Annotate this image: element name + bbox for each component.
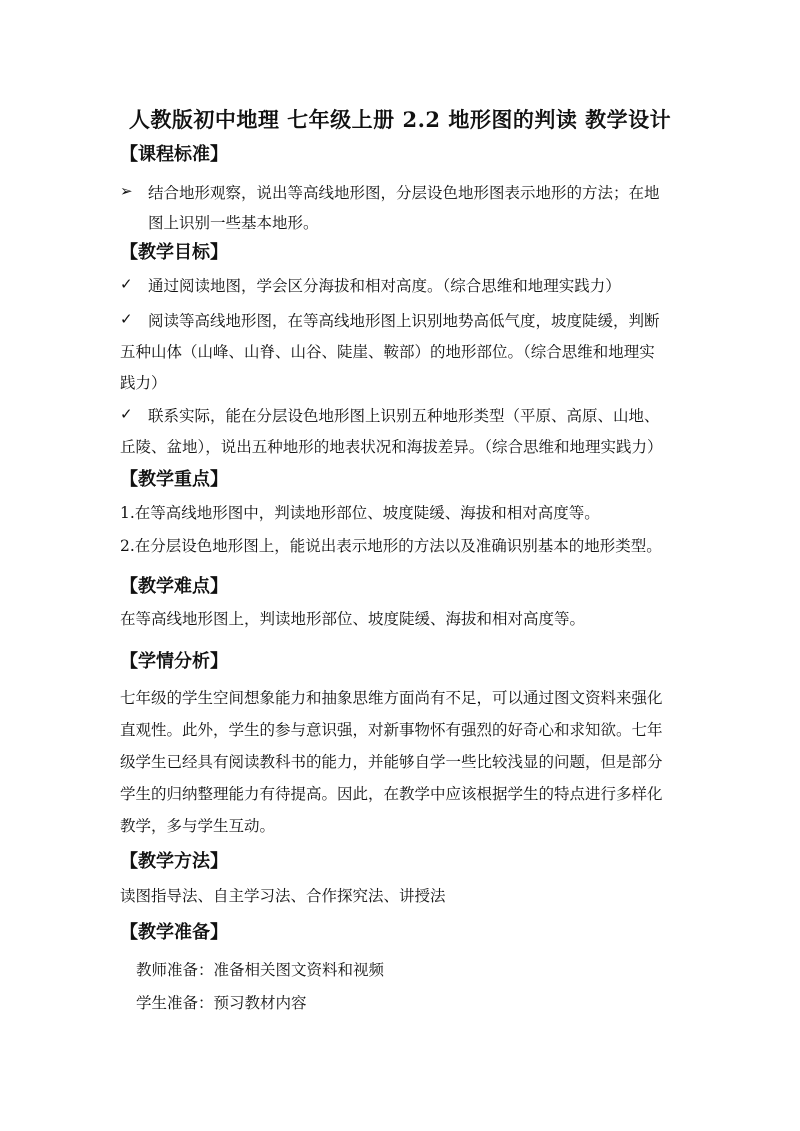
keypoint-line: 2.在分层设色地形图上，能说出表示地形的方法以及准确识别基本的地形类型。 [120, 537, 662, 555]
checkmark-icon: ✓ [120, 310, 133, 328]
heading-teaching-goals: 【教学目标】 [120, 242, 228, 263]
standard-line: 图上识别一些基本地形。 [148, 214, 319, 232]
heading-difficulties: 【教学难点】 [120, 576, 228, 597]
goal-line: 阅读等高线地形图，在等高线地形图上识别地势高低气度，坡度陡缓，判断 [148, 312, 660, 330]
goal-line: 丘陵、盆地），说出五种地形的地表状况和海拔差异。（综合思维和地理实践力） [120, 438, 663, 456]
checkmark-icon: ✓ [120, 275, 133, 293]
methods-line: 读图指导法、自主学习法、合作探究法、讲授法 [120, 887, 446, 905]
preparation-line: 学生准备：预习教材内容 [136, 994, 307, 1012]
goal-line: 联系实际，能在分层设色地形图上识别五种地形类型（平原、高原、山地、 [148, 407, 660, 425]
keypoint-line: 1.在等高线地形图中，判读地形部位、坡度陡缓、海拔和相对高度等。 [120, 504, 600, 522]
heading-preparation: 【教学准备】 [120, 922, 228, 943]
preparation-line: 教师准备：准备相关图文资料和视频 [136, 961, 385, 979]
document-title: 人教版初中地理 七年级上册 2.2 地形图的判读 教学设计 [128, 107, 672, 132]
difficulty-line: 在等高线地形图上，判读地形部位、坡度陡缓、海拔和相对高度等。 [120, 610, 586, 628]
heading-key-points: 【教学重点】 [120, 469, 228, 490]
goal-line: 通过阅读地图，学会区分海拔和相对高度。（综合思维和地理实践力） [148, 277, 621, 295]
analysis-line: 七年级的学生空间想象能力和抽象思维方面尚有不足，可以通过图文资料来强化 [120, 689, 663, 707]
goal-line: 五种山体（山峰、山脊、山谷、陡崖、鞍部）的地形部位。（综合思维和地理实 [120, 343, 655, 361]
heading-course-standard: 【课程标准】 [120, 144, 228, 165]
analysis-line: 教学，多与学生互动。 [120, 817, 276, 835]
arrow-bullet-icon: ➢ [120, 182, 133, 200]
analysis-line: 直观性。此外，学生的参与意识强，对新事物怀有强烈的好奇心和求知欲。七年 [120, 721, 663, 739]
standard-line: 结合地形观察，说出等高线地形图，分层设色地形图表示地形的方法；在地 [148, 184, 660, 202]
heading-student-analysis: 【学情分析】 [120, 651, 228, 672]
checkmark-icon: ✓ [120, 405, 133, 423]
analysis-line: 级学生已经具有阅读教科书的能力，并能够自学一些比较浅显的问题，但是部分 [120, 753, 663, 771]
analysis-line: 学生的归纳整理能力有待提高。因此，在教学中应该根据学生的特点进行多样化 [120, 785, 663, 803]
goal-line: 践力） [120, 374, 167, 392]
heading-teaching-methods: 【教学方法】 [120, 851, 228, 872]
